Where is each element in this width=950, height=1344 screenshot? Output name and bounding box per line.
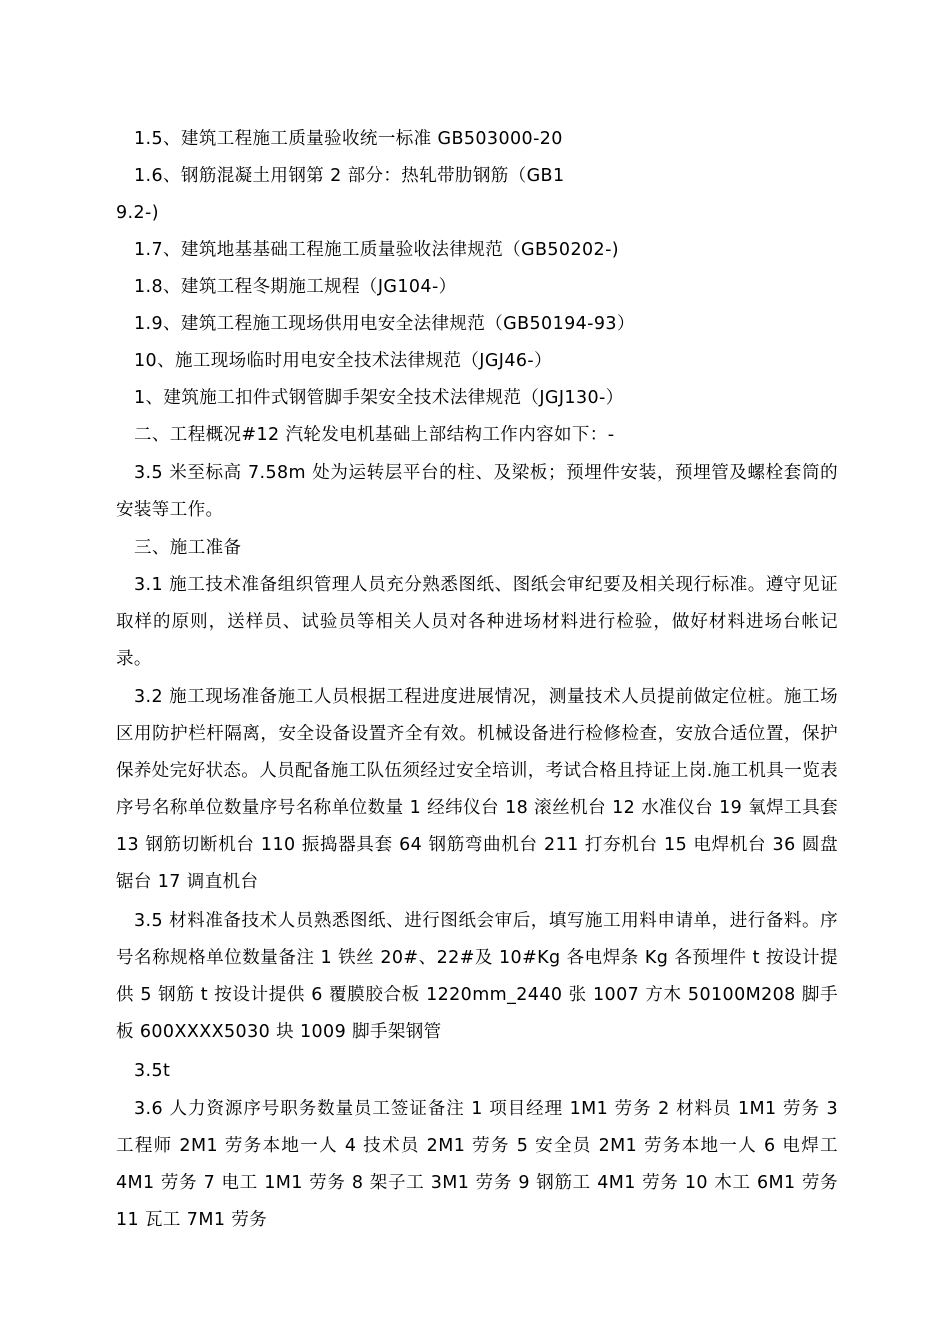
paragraph-1-8: 1.8、建筑工程冬期施工规程（JG104-）	[134, 277, 457, 297]
paragraph-1-7: 1.7、建筑地基基础工程施工质量验收法律规范（GB50202-)	[134, 240, 620, 260]
paragraph-3-2: 3.2 施工现场准备施工人员根据工程进度进展情况，测量技术人员提前做定位桩。施工场区用防护栏杆隔离，安全设备设置齐全有效。机械设备进行检修检查，安放合适位置，保护保养处完好状态。人员配备施工队伍须经过安全培训，考试合格且持证上岗.施工机具一览表序号名称单位数量序号名称单位数量 1 经纬仪台 18 滚丝机台 12 水准仪台 19 氧焊工具套 13 钢筋切断机台 110 振捣器具套 64 钢筋弯曲机台 211 打夯机台 15 电焊机台 36 圆盘锯台 17 调直机台	[116, 687, 838, 892]
paragraph-10: 10、施工现场临时用电安全技术法律规范（JGJ46-）	[134, 351, 553, 371]
paragraph-3-5t: 3.5t	[134, 1061, 171, 1081]
paragraph-1-5: 1.5、建筑工程施工质量验收统一标准 GB503000-20	[134, 129, 563, 149]
section-heading-overview: 二、工程概况#12 汽轮发电机基础上部结构工作内容如下：-	[134, 425, 615, 445]
paragraph-overview-body: 3.5 米至标高 7.58m 处为运转层平台的柱、及梁板；预埋件安装，预埋管及螺栓套筒的安装等工作。	[116, 463, 838, 520]
section-heading-preparation: 三、施工准备	[134, 538, 242, 558]
paragraph-3-6: 3.6 人力资源序号职务数量员工签证备注 1 项目经理 1M1 劳务 2 材料员 1M1 劳务 3 工程师 2M1 劳务本地一人 4 技术员 2M1 劳务 5 安全员 2M1 劳务本地一人 6 电焊工 4M1 劳务 7 电工 1M1 劳务 8 架子工 3M1 劳务 9 钢筋工 4M1 劳务 10 木工 6M1 劳务 11 瓦工 7M1 劳务	[116, 1099, 838, 1230]
paragraph-1-6: 1.6、钢筋混凝土用钢第 2 部分：热轧带肋钢筋（GB1	[134, 166, 565, 186]
paragraph-1-9: 1.9、建筑工程施工现场供用电安全法律规范（GB50194-93）	[134, 314, 635, 334]
paragraph-3-1: 3.1 施工技术准备组织管理人员充分熟悉图纸、图纸会审纪要及相关现行标准。遵守见证取样的原则，送样员、试验员等相关人员对各种进场材料进行检验，做好材料进场台帐记录。	[116, 575, 838, 669]
paragraph-1-6-continued: 9.2-)	[116, 203, 159, 223]
paragraph-1: 1、建筑施工扣件式钢管脚手架安全技术法律规范（JGJ130-）	[134, 388, 624, 408]
paragraph-3-5-materials: 3.5 材料准备技术人员熟悉图纸、进行图纸会审后，填写施工用料申请单，进行备料。序号名称规格单位数量备注 1 铁丝 20#、22#及 10#Kg 各电焊条 Kg 各预埋件 t 按设计提供 5 钢筋 t 按设计提供 6 覆膜胶合板 1220mm_2440 张 1007 方木 50100M208 脚手板 600XXXX5030 块 1009 脚手架钢管	[116, 911, 838, 1042]
